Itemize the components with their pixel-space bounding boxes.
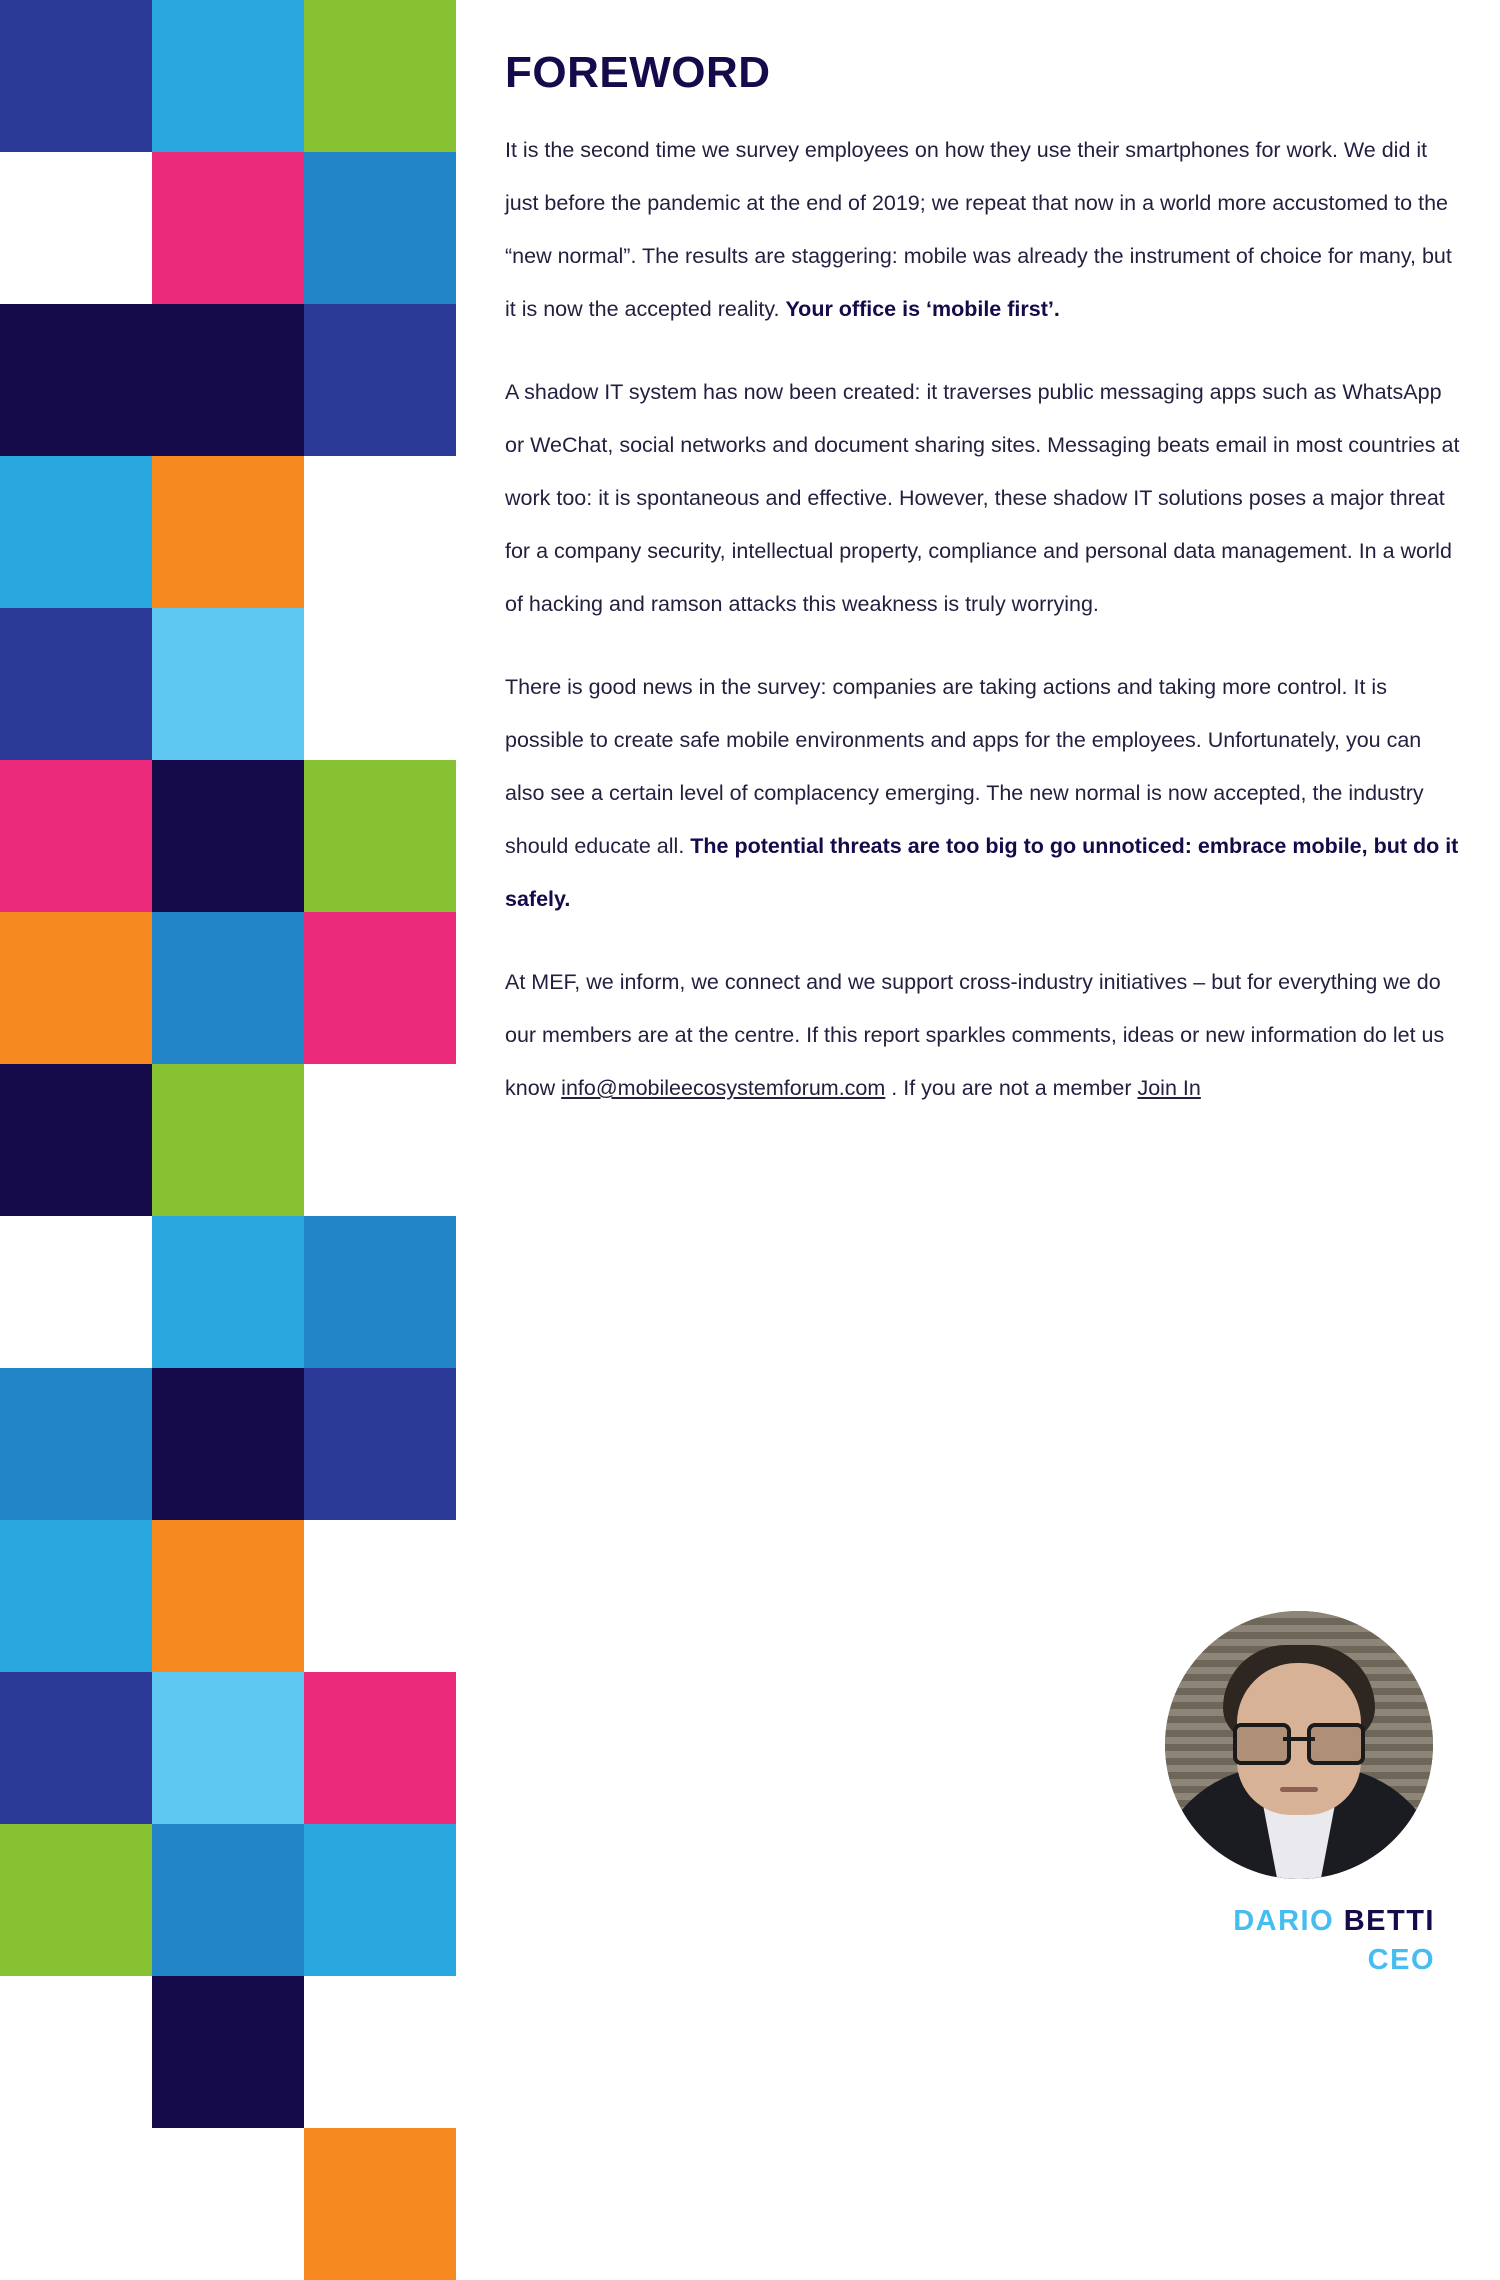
paragraph xyxy=(505,366,1465,631)
foreword-content xyxy=(505,0,1465,2167)
avatar xyxy=(1165,1611,1433,1879)
mosaic-tile xyxy=(304,2128,456,2280)
paragraph xyxy=(505,956,1465,1115)
mosaic-tile xyxy=(0,304,152,456)
mosaic-tile xyxy=(0,0,152,152)
paragraph xyxy=(505,661,1465,926)
body-text: There is good news in the survey: companies are taking actions and taking more control. It is possible to create safe mobile environments and apps for the employees. Unfortunately, you can also see a certain level of complacency emerging. The new normal is now accepted, the industry should educate all. xyxy=(505,675,1424,858)
mosaic-tile xyxy=(304,1368,456,1520)
mosaic-tile xyxy=(152,1976,304,2128)
decorative-mosaic-column xyxy=(0,0,460,2167)
mosaic-tile xyxy=(304,1976,456,2128)
mosaic-tile xyxy=(152,1824,304,1976)
glasses-icon xyxy=(1233,1723,1365,1757)
mosaic-tile xyxy=(152,304,304,456)
mosaic-tile xyxy=(0,1672,152,1824)
inline-link[interactable]: Join In xyxy=(1137,1076,1201,1100)
mosaic-tile xyxy=(0,912,152,1064)
mosaic-tile xyxy=(152,912,304,1064)
mosaic-tile xyxy=(152,456,304,608)
mosaic-tile xyxy=(304,1672,456,1824)
body-text: A shadow IT system has now been created: it traverses public messaging apps such as WhatsApp or WeChat, social networks and document sharing sites. Messaging beats email in most countries at work too: it is spontaneous and effective. However, these shadow IT solutions poses a major threat for a company security, intellectual property, compliance and personal data management. In a world of hacking and ramson attacks this weakness is truly worrying. xyxy=(505,380,1460,616)
emphasis-text: The potential threats are too big to go unnoticed: embrace mobile, but do it safely. xyxy=(505,834,1459,911)
mosaic-tile xyxy=(0,1368,152,1520)
mosaic-tile xyxy=(152,1216,304,1368)
mosaic-tile xyxy=(152,1064,304,1216)
mosaic-tile xyxy=(0,152,152,304)
mosaic-tile xyxy=(152,1368,304,1520)
paragraph xyxy=(505,124,1465,336)
mosaic-tile xyxy=(304,1064,456,1216)
mosaic-tile xyxy=(0,2128,152,2280)
body-text: It is the second time we survey employees on how they use their smartphones for work. We did it just before the pandemic at the end of 2019; we repeat that now in a world more accustomed to the “new normal”. The results are staggering: mobile was already the instrument of choice for many, but it is now the accepted reality. xyxy=(505,138,1452,321)
mosaic-tile xyxy=(0,760,152,912)
mosaic-tile xyxy=(304,304,456,456)
mosaic-tile xyxy=(304,152,456,304)
mosaic-tile xyxy=(152,760,304,912)
author-name xyxy=(1025,1905,1445,1938)
mosaic-tile xyxy=(0,1064,152,1216)
mosaic-tile xyxy=(152,0,304,152)
avatar-mouth xyxy=(1280,1787,1318,1792)
mosaic-tile xyxy=(304,608,456,760)
mosaic-tile xyxy=(0,1976,152,2128)
mosaic-tile xyxy=(304,0,456,152)
body-text: . If you are not a member xyxy=(885,1076,1138,1100)
mosaic-tile xyxy=(304,1520,456,1672)
mosaic-tile xyxy=(0,608,152,760)
mosaic-tile xyxy=(304,456,456,608)
foreword-paragraphs xyxy=(505,124,1465,1115)
body-text: At MEF, we inform, we connect and we support cross-industry initiatives – but for everything we do our members are at the centre. If this report sparkles comments, ideas or new information do let us know xyxy=(505,970,1445,1100)
emphasis-text: Your office is ‘mobile first’. xyxy=(785,297,1060,321)
mosaic-tile xyxy=(0,1216,152,1368)
mosaic-tile xyxy=(152,1672,304,1824)
mosaic-tile xyxy=(152,2128,304,2280)
mosaic-tile xyxy=(0,1824,152,1976)
author-block xyxy=(1025,1611,1445,1977)
page-title: FOREWORD xyxy=(505,48,771,97)
mosaic-tile xyxy=(304,1824,456,1976)
author-last-name: BETTI xyxy=(1343,1905,1435,1937)
mosaic-tile xyxy=(304,760,456,912)
mosaic-tile xyxy=(152,608,304,760)
mosaic-tile xyxy=(152,1520,304,1672)
mosaic-tile xyxy=(304,912,456,1064)
author-role: CEO xyxy=(1367,1944,1435,1976)
author-first-name: DARIO xyxy=(1233,1905,1335,1937)
mosaic-tile xyxy=(152,152,304,304)
mosaic-tile xyxy=(0,1520,152,1672)
mosaic-tile xyxy=(0,456,152,608)
mosaic-tile xyxy=(304,1216,456,1368)
inline-link[interactable]: info@mobileecosystemforum.com xyxy=(561,1076,886,1100)
